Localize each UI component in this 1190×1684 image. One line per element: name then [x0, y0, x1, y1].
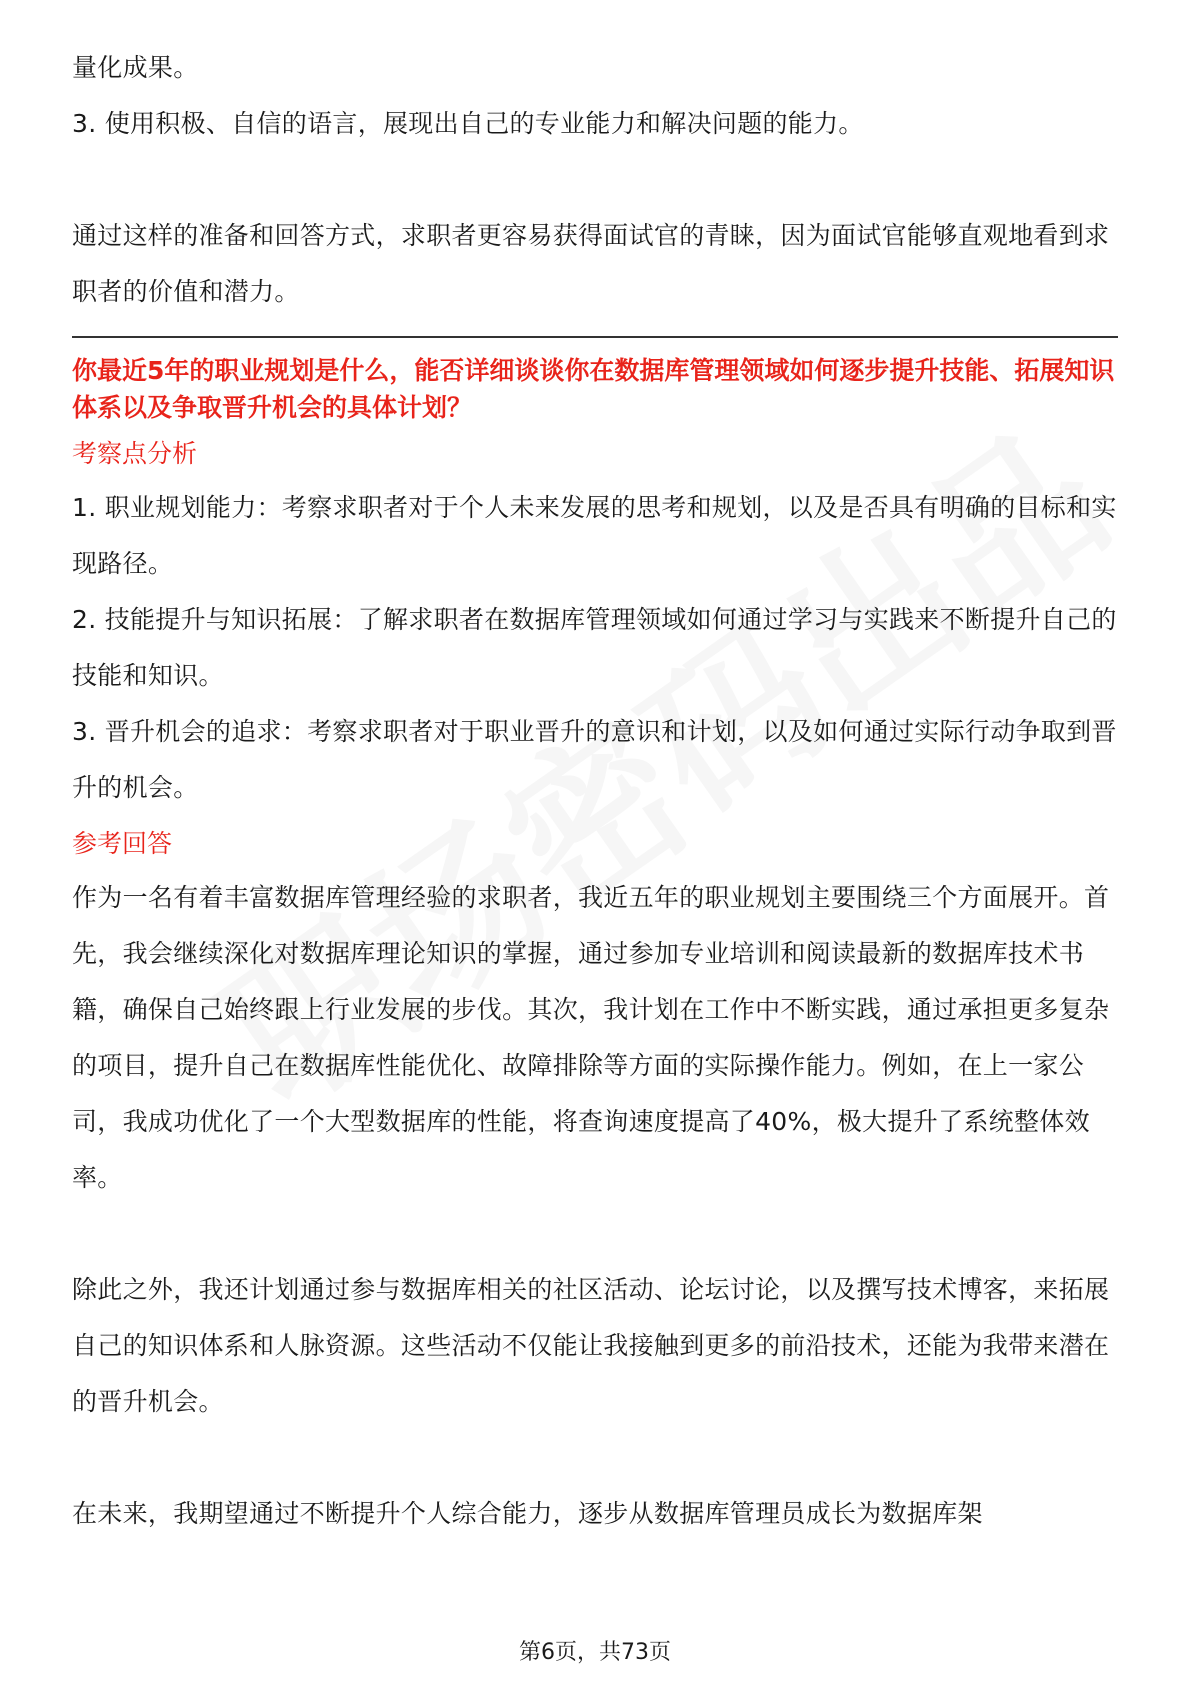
- analysis-item-1: 1. 职业规划能力：考察求职者对于个人未来发展的思考和规划，以及是否具有明确的目标和实现路径。: [72, 493, 1117, 578]
- spacer: [72, 152, 1118, 208]
- answer-title: 参考回答: [72, 829, 173, 858]
- prev-tail-line1: 量化成果。: [72, 53, 199, 82]
- spacer: [72, 1430, 1118, 1486]
- question-heading: 你最近5年的职业规划是什么，能否详细谈谈你在数据库管理领域如何逐步提升技能、拓展知识体系以及争取晋升机会的具体计划？: [72, 356, 1115, 422]
- prev-tail-line2: 3. 使用积极、自信的语言，展现出自己的专业能力和解决问题的能力。: [72, 109, 864, 138]
- section-divider: [72, 336, 1118, 338]
- analysis-title: 考察点分析: [72, 439, 198, 468]
- page-number: 第6页，共73页: [519, 1640, 671, 1665]
- analysis-item-2: 2. 技能提升与知识拓展：了解求职者在数据库管理领域如何通过学习与实践来不断提升自己的技能和知识。: [72, 605, 1117, 690]
- answer-paragraph-1: 作为一名有着丰富数据库管理经验的求职者，我近五年的职业规划主要围绕三个方面展开。首先，我会继续深化对数据库理论知识的掌握，通过参加专业培训和阅读最新的数据库技术书籍，确保自己始终跟上行业发展的步伐。其次，我计划在工作中不断实践，通过承担更多复杂的项目，提升自己在数据库性能优化、故障排除等方面的实际操作能力。例如，在上一家公司，我成功优化了一个大型数据库的性能，将查询速度提高了40%，极大提升了系统整体效率。: [72, 883, 1110, 1192]
- answer-paragraph-2: 除此之外，我还计划通过参与数据库相关的社区活动、论坛讨论，以及撰写技术博客，来拓展自己的知识体系和人脉资源。这些活动不仅能让我接触到更多的前沿技术，还能为我带来潜在的晋升机会。: [72, 1275, 1110, 1416]
- spacer: [72, 1206, 1118, 1262]
- prev-summary: 通过这样的准备和回答方式，求职者更容易获得面试官的青睐，因为面试官能够直观地看到求职者的价值和潜力。: [72, 221, 1110, 306]
- document-page: [72, 40, 1118, 1542]
- analysis-item-3: 3. 晋升机会的追求：考察求职者对于职业晋升的意识和计划，以及如何通过实际行动争取到晋升的机会。: [72, 717, 1117, 802]
- answer-paragraph-3: 在未来，我期望通过不断提升个人综合能力，逐步从数据库管理员成长为数据库架: [72, 1499, 983, 1528]
